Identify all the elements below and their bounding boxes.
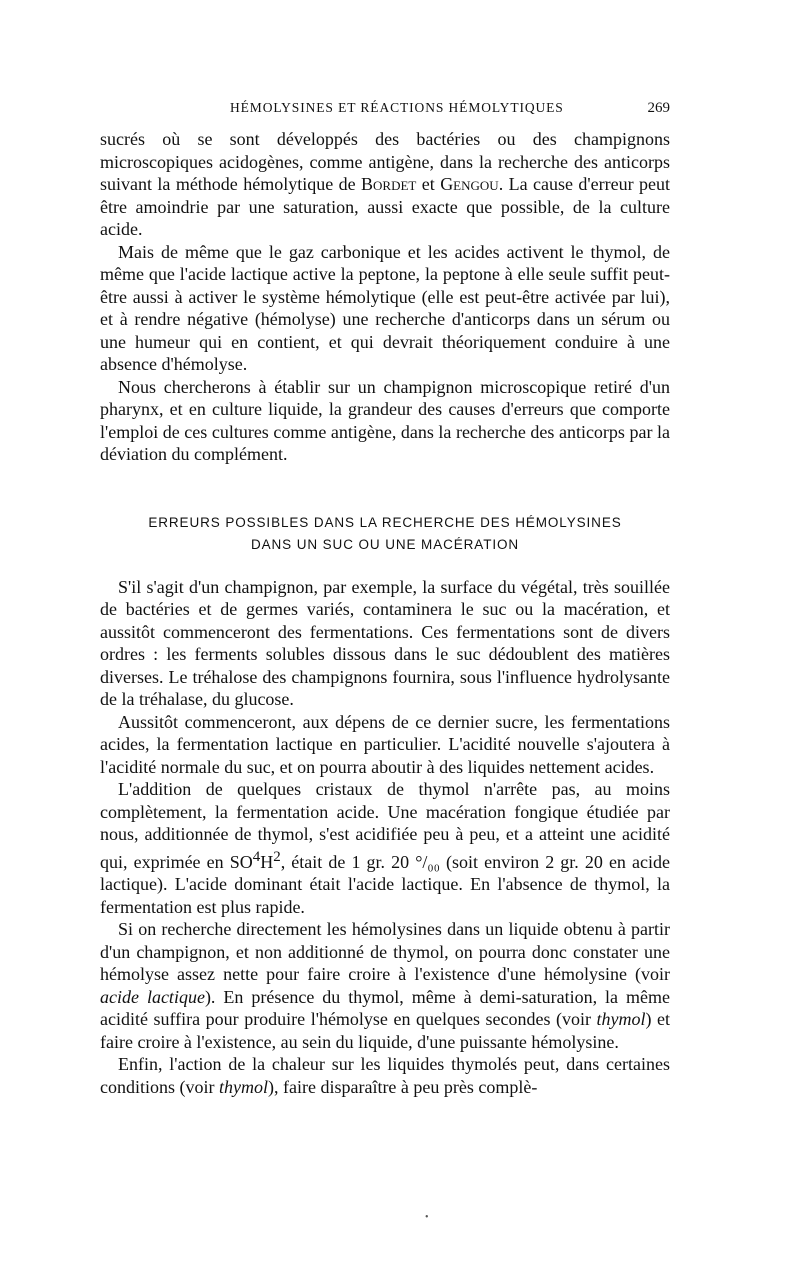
superscript-2: 2 [273, 848, 281, 865]
ref-thymol: thymol [596, 1009, 646, 1029]
page-header [100, 100, 670, 124]
paragraph-5: Aussitôt commenceront, aux dépens de ce dernier sucre, les fermentations acides, la fermentation lactique en particulier. L'acidité nouvelle s'ajoutera à l'acidité normale du suc, et on pourra aboutir à des liquides nettement acides. [100, 711, 670, 777]
section-heading-line-1: ERREURS POSSIBLES DANS LA RECHERCHE DES HÉMOLYSINES [148, 514, 622, 530]
body-text [100, 128, 670, 1098]
paragraph-1: sucrés où se sont développés des bactéries ou des champignons microscopiques acidogènes, comme antigène, dans la recherche des anticorps suivant la méthode hémolytique de Bordet et Gengou. La cause d'erreur peut être amoindrie par une saturation, aussi exacte que possible, de la culture acide. [100, 129, 670, 239]
running-title: HÉMOLYSINES ET RÉACTIONS HÉMOLYTIQUES [230, 100, 564, 115]
author-gengou: Gengou [440, 174, 499, 194]
page-number: 269 [647, 100, 670, 116]
paragraph-6: L'addition de quelques cristaux de thymol n'arrête pas, au moins complètement, la fermentation acide. Une macération fongique étudiée par nous, additionnée de thymol, s'est acidifiée peu à peu, et a atteint une acidité qui, exprimée en $SO^4H^2$, était de 1 gr. 20 °/₀₀ (soit environ 2 gr. 20 en acide lactique). L'acide dominant était l'acide lactique. En l'absence de thymol, la fermentation est plus rapide. [100, 779, 670, 917]
paragraph-2: Mais de même que le gaz carbonique et les acides activent le thymol, de même que l'acide lactique active la peptone, la peptone à elle seule suffit peut-être aussi à activer le système hémolytique (elle est peut-être activée par lui), et à rendre négative (hémolyse) une recherche d'anticorps dans un sérum ou une humeur qui en contient, et qui devrait théoriquement conduire à une absence d'hémolyse. [100, 241, 670, 374]
section-heading-line-2: DANS UN SUC OU UNE MACÉRATION [250, 536, 520, 552]
paragraph-8: Enfin, l'action de la chaleur sur les liquides thymolés peut, dans certaines conditions (voir thymol), faire disparaître à peu près complè- [100, 1054, 670, 1097]
permille-sign: °/₀₀ [415, 851, 440, 872]
ref-acide-lactique: acide lactique [100, 986, 205, 1007]
section-heading [100, 512, 670, 556]
superscript-4: 4 [252, 848, 261, 865]
paragraph-7: Si on recherche directement les hémolysines dans un liquide obtenu à partir d'un champignon, et non additionné de thymol, on pourra donc constater une hémolyse assez nette pour faire croire à l'existence d'une hémolysine (voir acide lactique). En présence du thymol, même à demi-saturation, la même acidité suffira pour produire l'hémolyse en quelques secondes (voir thymol) et faire croire à l'existence, au sein du liquide, d'une puissante hémolysine. [100, 919, 671, 1052]
paragraph-4: S'il s'agit d'un champignon, par exemple, la surface du végétal, très souillée de bactéries et de germes variés, contaminera le suc ou la macération, et aussitôt commenceront des fermentations. Ces fermentations sont de divers ordres : les ferments solubles dissous dans le suc dédoublent des matières diverses. Le tréhalose des champignons fournira, sous l'influence hydrolysante de la tréhalase, du glucose. [100, 576, 670, 709]
author-bordet: Bordet [361, 174, 417, 194]
footer-mark: • [425, 1212, 429, 1223]
paragraph-3: Nous chercherons à établir sur un champignon microscopique retiré d'un pharynx, et en culture liquide, la grandeur des causes d'erreurs que comporte l'emploi de ces cultures comme antigène, dans la recherche des anticorps par la déviation du complément. [100, 376, 670, 464]
ref-thymol-2: thymol [219, 1076, 268, 1097]
